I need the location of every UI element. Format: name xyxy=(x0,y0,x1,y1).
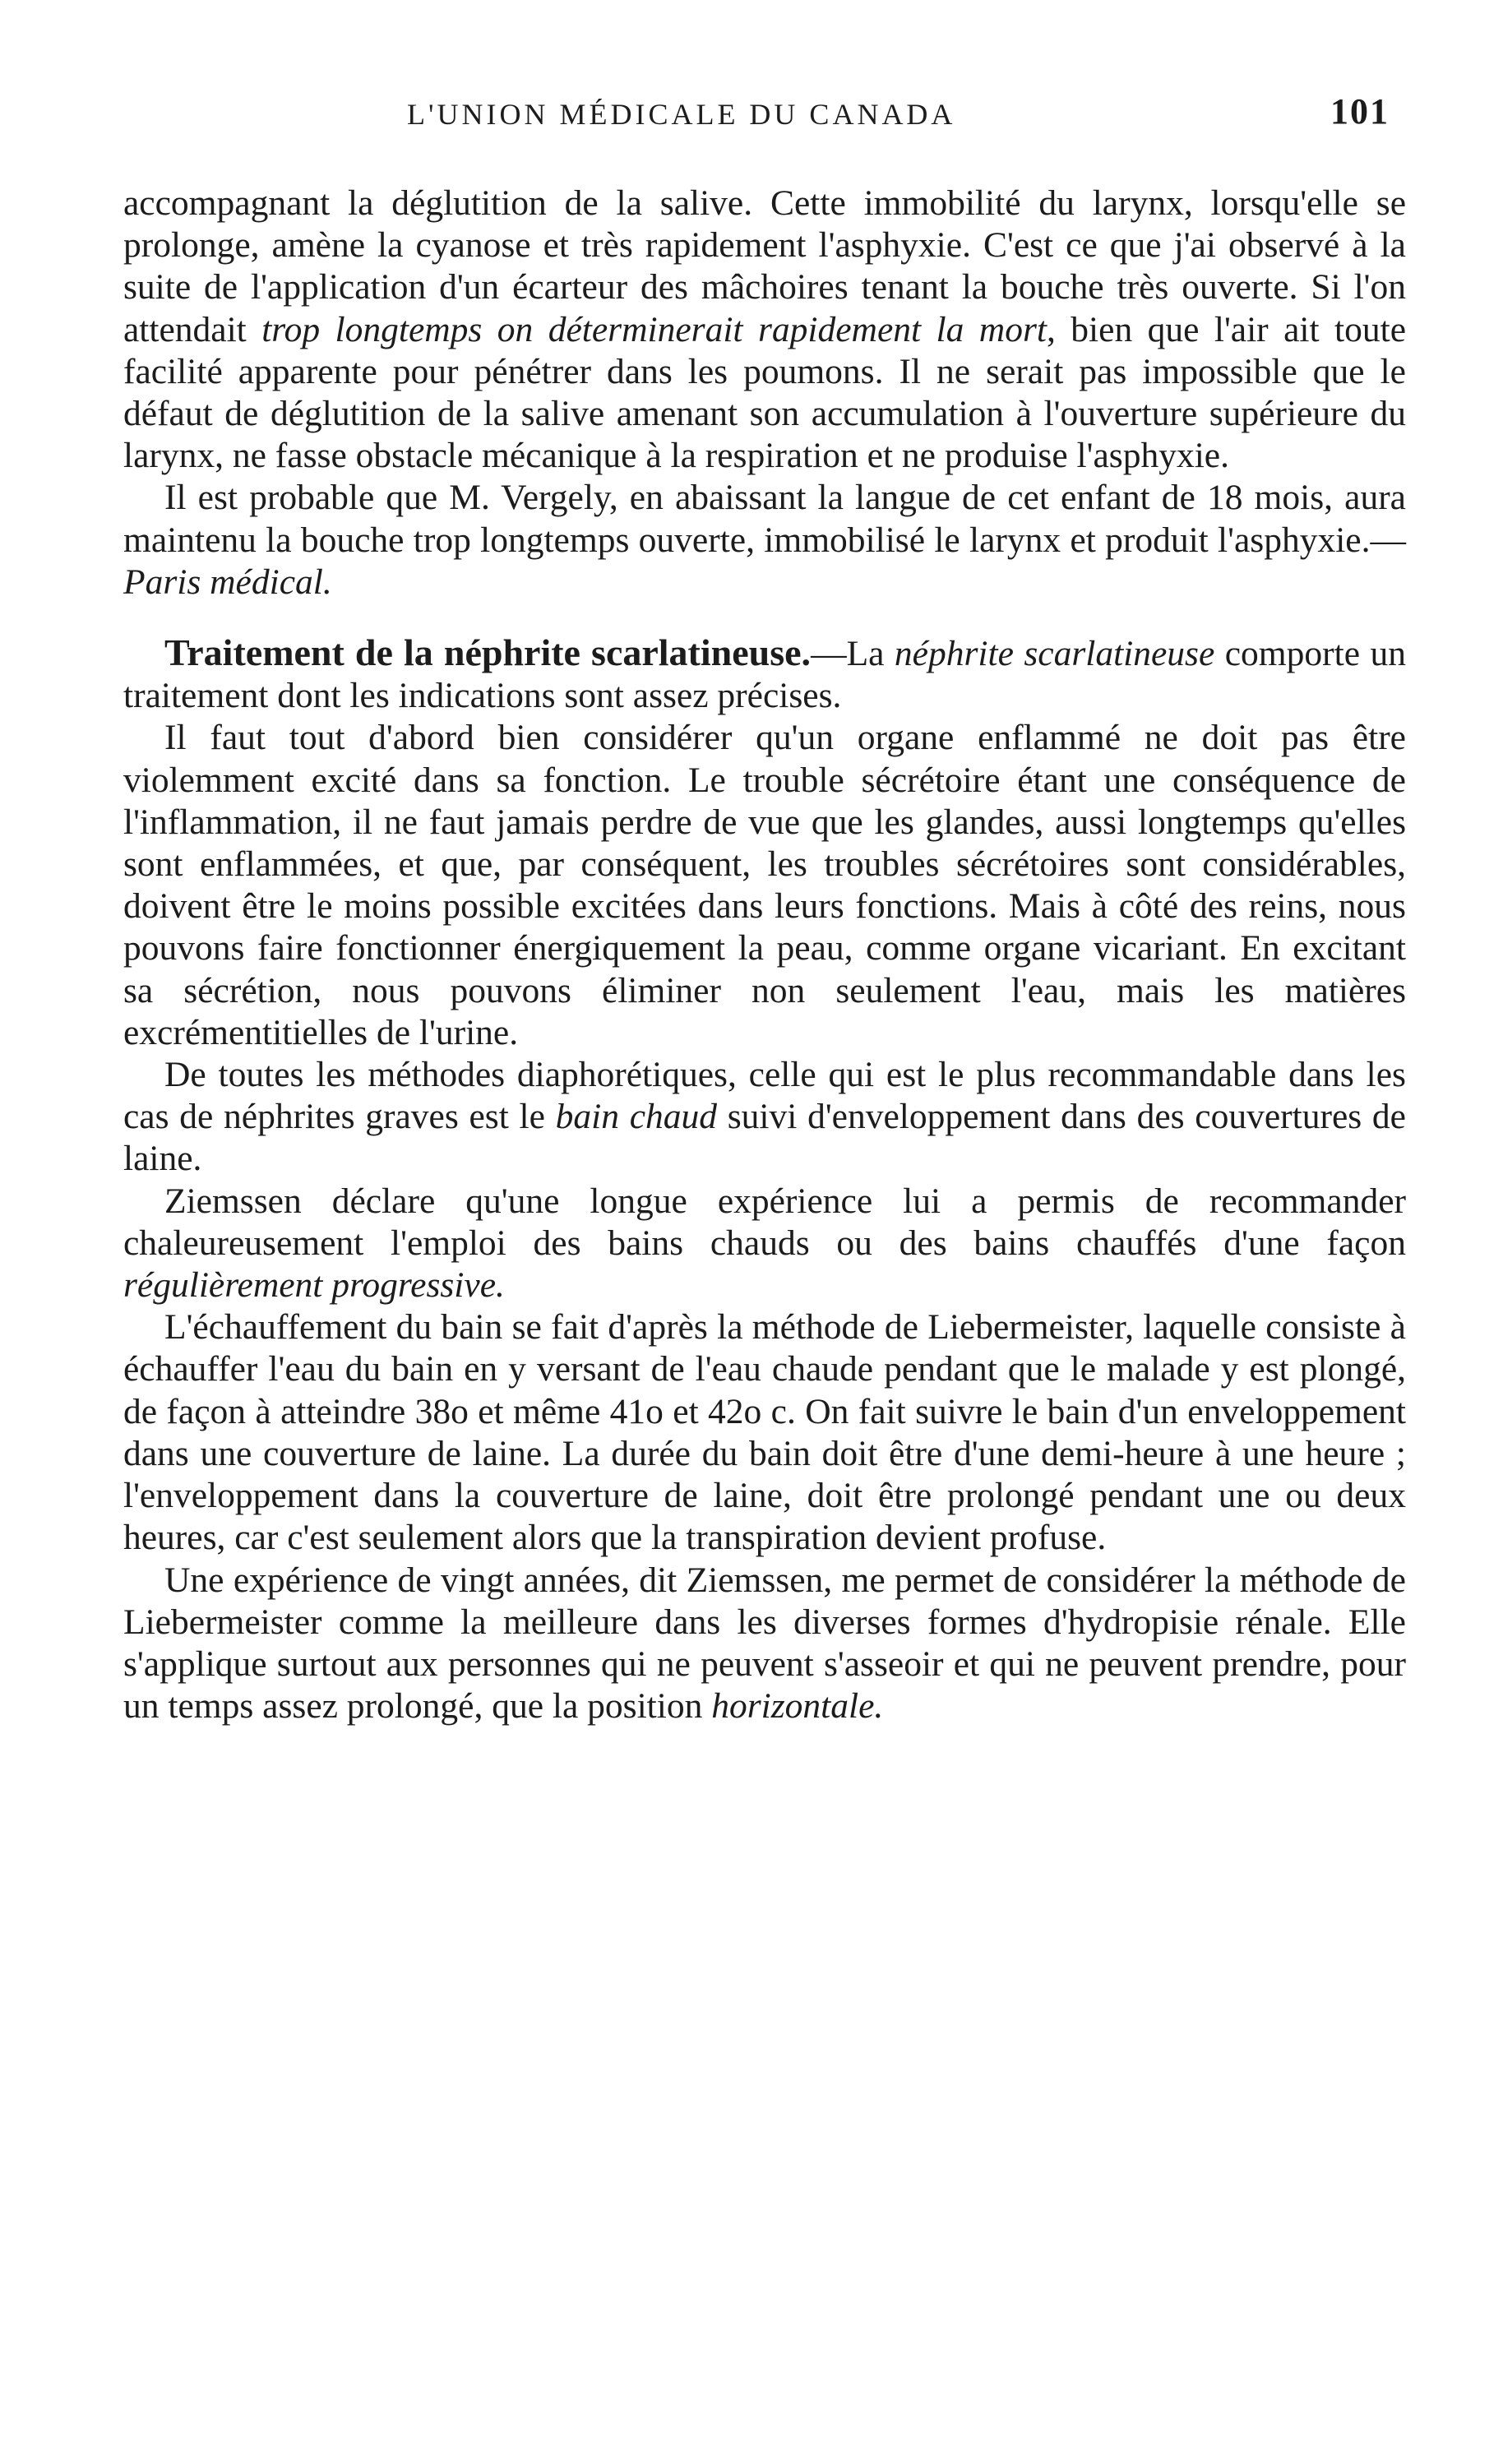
section-dash: —La xyxy=(811,634,895,674)
paragraph-experience xyxy=(123,1560,1406,1728)
paragraph-text: suivi d'enveloppement dans des couvertures de laine. xyxy=(123,1097,1406,1179)
italic-text: néphrite scarlatineuse xyxy=(894,634,1215,674)
paragraph-text: De toutes les méthodes diaphorétiques, celle qui est le plus recommandable dans les cas de néphrites graves est le xyxy=(123,1055,1406,1137)
italic-text: horizontale. xyxy=(711,1686,884,1727)
article-body xyxy=(123,183,1406,1727)
paragraph-larynx xyxy=(123,183,1406,477)
italic-text: régulièrement progressive. xyxy=(123,1265,505,1306)
running-title: L'UNION MÉDICALE DU CANADA xyxy=(407,98,956,131)
page-header xyxy=(123,90,1406,140)
paragraph-text: comporte un traitement dont les indications sont assez précises. xyxy=(123,634,1406,716)
paragraph-echauffement: L'échauffement du bain se fait d'après la méthode de Liebermeister, laquelle consiste à échauffer l'eau du bain en y versant de l'eau chaude pendant que le malade y est plongé, de façon à atteindre 38o et même 41o et 42o c. On fait suivre le bain d'un enveloppement dans une couverture de laine. La durée du bain doit être d'une demi-heure à une heure ; l'enveloppement dans la couverture de laine, doit être prolongé pendant une ou deux heures, car c'est seulement alors que la transpiration devient profuse. xyxy=(123,1307,1406,1558)
section-intro xyxy=(123,631,1406,717)
italic-text: trop longtemps on déterminerait rapidement la mort xyxy=(261,309,1047,349)
source-citation: Paris médical. xyxy=(123,562,332,602)
section-title: Traitement de la néphrite scarlatineuse. xyxy=(164,631,812,674)
paragraph-ziemssen xyxy=(123,1181,1406,1307)
paragraph-methodes xyxy=(123,1054,1406,1181)
paragraph-text: Ziemssen déclare qu'une longue expérience lui a permis de recommander chaleureusement l'emploi des bains chauds ou des bains chauffés d'une façon xyxy=(123,1181,1406,1263)
paragraph-text: accompagnant la déglutition de la salive. Cette immobilité du larynx, lorsqu'elle se prolonge, amène la cyanose et très rapidement l'asphyxie. C'est ce que j'ai observé à la suite de l'application d'un écarteur des mâchoires tenant la bouche très ouverte. Si l'on attendait xyxy=(123,183,1406,349)
paragraph-text: Il est probable que M. Vergely, en abaissant la langue de cet enfant de 18 mois, aura maintenu la bouche trop longtemps ouverte, immobilisé le larynx et produit l'asphyxie.— xyxy=(123,478,1406,560)
paragraph-text: Une expérience de vingt années, dit Ziemssen, me permet de considérer la méthode de Liebermeister comme la meilleure dans les diverses formes d'hydropisie rénale. Elle s'applique surtout aux personnes qui ne peuvent s'asseoir et qui ne peuvent prendre, pour un temps assez prolongé, que la position xyxy=(123,1560,1406,1727)
document-page xyxy=(123,90,1406,1727)
page-number: 101 xyxy=(1330,91,1390,132)
paragraph-vergely xyxy=(123,477,1406,603)
section-nephrite xyxy=(123,631,1406,1727)
italic-text: bain chaud xyxy=(555,1097,718,1137)
paragraph-text: , bien que l'air ait toute facilité apparente pour pénétrer dans les poumons. Il ne serait pas impossible que le défaut de déglutition de la salive amenant son accumulation à l'ouverture supérieure du larynx, ne fasse obstacle mécanique à la respiration et ne produise l'asphyxie. xyxy=(123,309,1407,476)
paragraph-organe: Il faut tout d'abord bien considérer qu'un organe enflammé ne doit pas être violemment excité dans sa fonction. Le trouble sécrétoire étant une conséquence de l'inflammation, il ne faut jamais perdre de vue que les glandes, aussi longtemps qu'elles sont enflammées, et que, par conséquent, les troubles sécrétoires sont considérables, doivent être le moins possible excitées dans leurs fonctions. Mais à côté des reins, nous pouvons faire fonctionner énergiquement la peau, comme organe vicariant. En excitant sa sécrétion, nous pouvons éliminer non seulement l'eau, mais les matières excrémentitielles de l'urine. xyxy=(123,718,1406,1052)
